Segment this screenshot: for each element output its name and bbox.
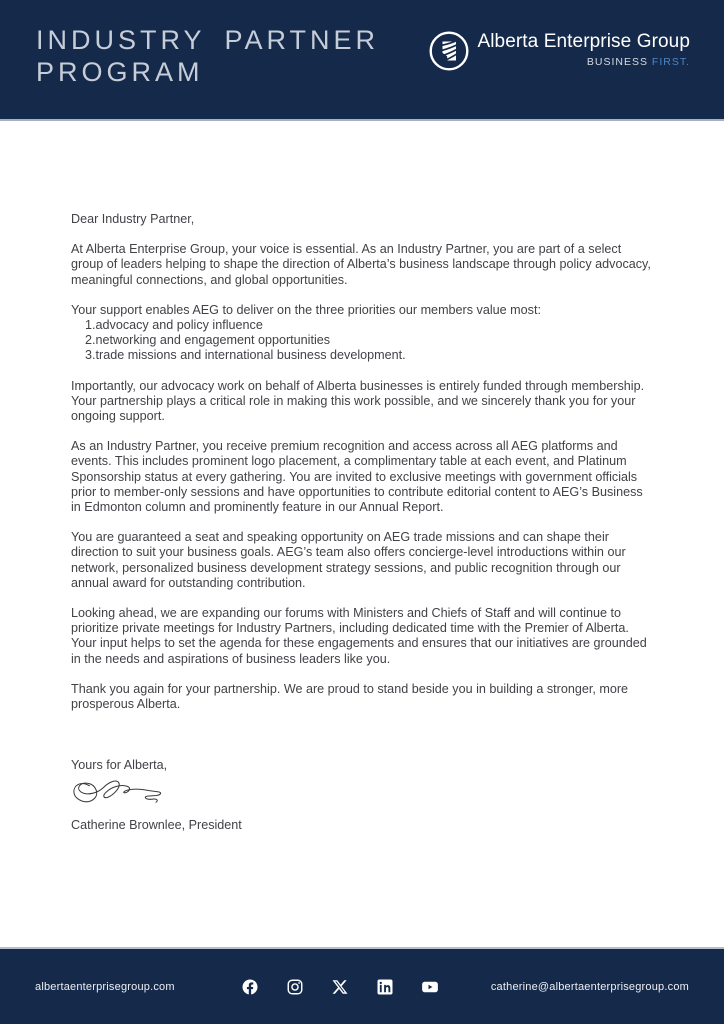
youtube-icon[interactable] <box>421 978 439 996</box>
website-link[interactable]: albertaenterprisegroup.com <box>35 980 175 993</box>
logo-company-name: Alberta Enterprise Group <box>477 31 690 52</box>
page-title <box>36 24 379 88</box>
closing-line: Yours for Alberta, <box>71 758 168 773</box>
list-item <box>71 333 655 348</box>
paragraph-intro: At Alberta Enterprise Group, your voice is essential. As an Industry Partner, you are part of a select group of leaders helping to shape the direction of Alberta’s business landscape through policy advocacy, meaningful connections, and global opportunities. <box>71 242 651 287</box>
salutation: Dear Industry Partner, <box>71 212 195 226</box>
tagline-business: BUSINESS <box>586 56 648 68</box>
handwritten-signature <box>71 777 655 815</box>
letter-body <box>71 212 655 833</box>
paragraph-recognition: As an Industry Partner, you receive premium recognition and access across all AEG platforms and events. This includes prominent logo placement, a complimentary table at each event, and Platinum Sponsorship status at every gathering. You are invited to exclusive meetings with government officials prior to member-only sessions and have opportunities to contribute editorial content to AEG’s Business in Edmonton column and prominently feature in our Annual Report. <box>71 439 643 515</box>
list-item-text: advocacy and policy influence <box>95 318 263 333</box>
list-item <box>71 348 655 363</box>
logo-tagline <box>587 56 690 68</box>
signer-name: Catherine Brownlee, President <box>71 817 242 832</box>
instagram-icon[interactable] <box>286 978 304 996</box>
list-item-text: trade missions and international business development. <box>95 348 406 363</box>
closing-block <box>71 758 655 833</box>
list-item-number: 2. <box>85 333 96 348</box>
list-intro: Your support enables AEG to deliver on the three priorities our members value most: <box>71 302 541 317</box>
page-header <box>0 0 724 121</box>
list-item-text: networking and engagement opportunities <box>95 333 331 348</box>
paragraph-thanks: Thank you again for your partnership. We are proud to stand beside you in building a stronger, more prosperous Alberta. <box>71 681 629 712</box>
page-footer <box>0 947 724 1024</box>
alberta-province-circle-icon <box>429 31 469 71</box>
paragraph-ahead: Looking ahead, we are expanding our forums with Ministers and Chiefs of Staff and will continue to prioritize private meetings for Industry Partners, including dedicated time with the Premier of Alberta. Your input helps to set the agenda for these engagements and ensures that our initiatives are grounded in the needs and aspirations of business leaders like you. <box>71 606 647 666</box>
linkedin-icon[interactable] <box>376 978 394 996</box>
x-icon[interactable] <box>331 978 349 996</box>
aeg-logo <box>429 30 690 71</box>
tagline-first: FIRST. <box>651 56 690 68</box>
priority-list <box>71 318 655 364</box>
paragraph-trade: You are guaranteed a seat and speaking opportunity on AEG trade missions and can shape their direction to suit your business goals. AEG’s team also offers concierge-level introductions within our network, personalized business development strategy sessions, and public recognition through our annual award for outstanding contribution. <box>71 530 626 590</box>
page-title-line2: PROGRAM <box>36 57 204 87</box>
social-icons <box>241 978 439 996</box>
email-link[interactable]: catherine@albertaenterprisegroup.com <box>490 980 689 993</box>
list-item-number: 3. <box>85 348 96 363</box>
page-title-line1: INDUSTRY PARTNER <box>36 25 380 55</box>
list-item-number: 1. <box>85 318 96 333</box>
list-item <box>71 318 655 333</box>
paragraph-funding: Importantly, our advocacy work on behalf of Alberta businesses is entirely funded through membership. Your partnership plays a critical role in making this work possible, and we sincerely thank you for your ongoing support. <box>71 378 645 424</box>
facebook-icon[interactable] <box>241 978 259 996</box>
